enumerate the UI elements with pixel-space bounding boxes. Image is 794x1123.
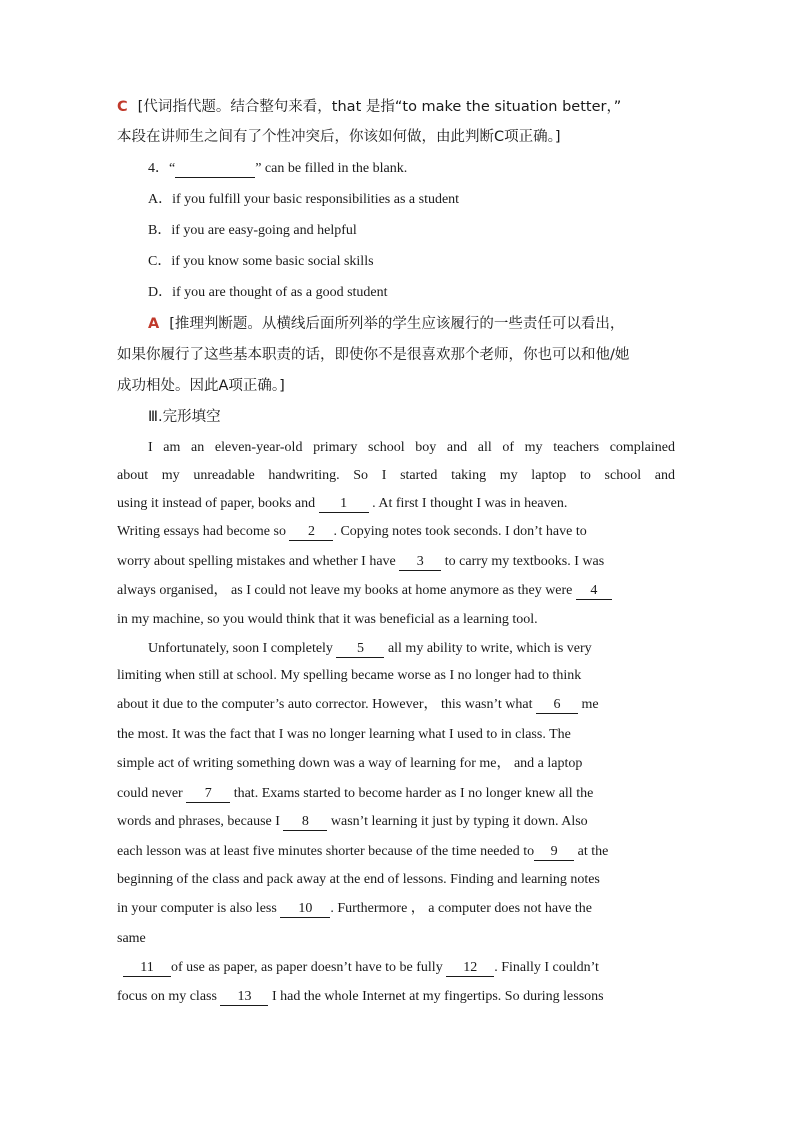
q4-explanation-text-1: [推理判断题。从横线后面所列举的学生应该履行的一些责任可以看出， — [169, 316, 625, 332]
passage-line — [117, 695, 677, 715]
passage-text: focus on my class — [117, 989, 221, 1004]
q4-stem-blank — [175, 161, 255, 178]
q4-stem — [148, 159, 708, 179]
passage-line: beginning of the class and pack away at the end of lessons. Finding and learning notes — [117, 872, 600, 887]
passage-text: words and phrases, because I — [117, 814, 284, 829]
passage-text: . Furthermore ， a computer does not have the — [330, 901, 592, 916]
blank-7[interactable]: 7 — [186, 786, 230, 803]
passage-line: I am an eleven-year-old primary school boy and all of my teachers complained — [148, 440, 675, 455]
passage-line — [117, 784, 677, 804]
passage-text: worry about spelling mistakes and whether I have — [117, 554, 400, 569]
q4-option-c: C．if you know some basic social skills — [148, 254, 374, 269]
passage-text: could never — [117, 786, 187, 801]
passage-line: the most. It was the fact that I was no longer learning what I used to in class. The — [117, 727, 571, 742]
passage-text: using it instead of paper, books and — [117, 496, 319, 511]
passage-line — [117, 812, 677, 832]
passage-text: me — [578, 697, 599, 712]
q4-explanation-line-2: 如果你履行了这些基本职责的话，即使你不是很喜欢那个老师，你也可以和他/她 — [117, 347, 630, 363]
blank-10[interactable]: 10 — [280, 901, 330, 918]
passage-line: limiting when still at school. My spelling became worse as I no longer had to think — [117, 668, 582, 683]
passage-text: wasn’t learning it just by typing it down. Also — [327, 814, 588, 829]
q4-explanation-line-1 — [148, 314, 678, 334]
blank-12[interactable]: 12 — [446, 960, 494, 977]
passage-text: at the — [574, 844, 609, 859]
passage-line — [117, 581, 677, 601]
passage-text: that. Exams started to become harder as I no longer knew all the — [230, 786, 594, 801]
q3-explanation-line-1 — [117, 97, 677, 117]
passage-line — [123, 958, 683, 978]
q4-stem-close: ” can be filled in the blank. — [255, 161, 408, 176]
passage-text: about it due to the computer’s auto corrector. However， this wasn’t what — [117, 697, 536, 712]
passage-line: same — [117, 931, 146, 946]
blank-4[interactable]: 4 — [576, 583, 612, 600]
blank-1[interactable]: 1 — [319, 496, 369, 513]
passage-text: Unfortunately, soon I completely — [148, 641, 337, 656]
blank-6[interactable]: 6 — [536, 697, 578, 714]
q4-explanation-line-3: 成功相处。因此A项正确。] — [117, 378, 285, 394]
passage-text: all my ability to write, which is very — [384, 641, 592, 656]
q4-option-b: B．if you are easy-going and helpful — [148, 223, 357, 238]
q4-answer-letter: A — [148, 316, 160, 332]
passage-text: always organised， as I could not leave my books at home anymore as they were — [117, 583, 576, 598]
passage-text: of use as paper, as paper doesn’t have to be fully — [171, 960, 447, 975]
q3-explanation-text-1: [代词指代题。结合整句来看，that 是指“to make the situation better，” — [137, 99, 622, 115]
passage-text: to carry my textbooks. I was — [441, 554, 605, 569]
passage-text: I had the whole Internet at my fingertips. So during lessons — [268, 989, 604, 1004]
q3-answer-letter: C — [117, 99, 128, 115]
passage-line: simple act of writing something down was a way of learning for me， and a laptop — [117, 756, 583, 771]
passage-line — [117, 522, 677, 542]
blank-11[interactable]: 11 — [123, 960, 171, 977]
q4-option-a: A．if you fulfill your basic responsibilities as a student — [148, 192, 460, 207]
blank-5[interactable]: 5 — [336, 641, 384, 658]
blank-9[interactable]: 9 — [534, 844, 574, 861]
passage-text: in your computer is also less — [117, 901, 281, 916]
q4-stem-open: 4．“ — [148, 161, 176, 176]
passage-line — [148, 639, 708, 659]
passage-line: in my machine, so you would think that it was beneficial as a learning tool. — [117, 612, 538, 627]
passage-text: each lesson was at least five minutes shorter because of the time needed to — [117, 844, 535, 859]
passage-line — [117, 842, 677, 862]
q4-option-d: D．if you are thought of as a good student — [148, 285, 388, 300]
passage-text: . Copying notes took seconds. I don’t have to — [333, 524, 587, 539]
passage-line — [117, 552, 677, 572]
blank-3[interactable]: 3 — [399, 554, 441, 571]
section-title: Ⅲ.完形填空 — [148, 409, 221, 425]
blank-2[interactable]: 2 — [289, 524, 333, 541]
q3-explanation-line-2: 本段在讲师生之间有了个性冲突后，你该如何做，由此判断C项正确。] — [117, 129, 561, 145]
passage-text: . Finally I couldn’t — [494, 960, 599, 975]
blank-13[interactable]: 13 — [220, 989, 268, 1006]
passage-line — [117, 987, 677, 1007]
passage-text: . At first I thought I was in heaven. — [368, 496, 568, 511]
blank-8[interactable]: 8 — [283, 814, 327, 831]
passage-line — [117, 494, 677, 514]
passage-line: about my unreadable handwriting. So I started taking my laptop to school and — [117, 468, 675, 483]
passage-line — [117, 899, 677, 919]
passage-text: Writing essays had become so — [117, 524, 290, 539]
